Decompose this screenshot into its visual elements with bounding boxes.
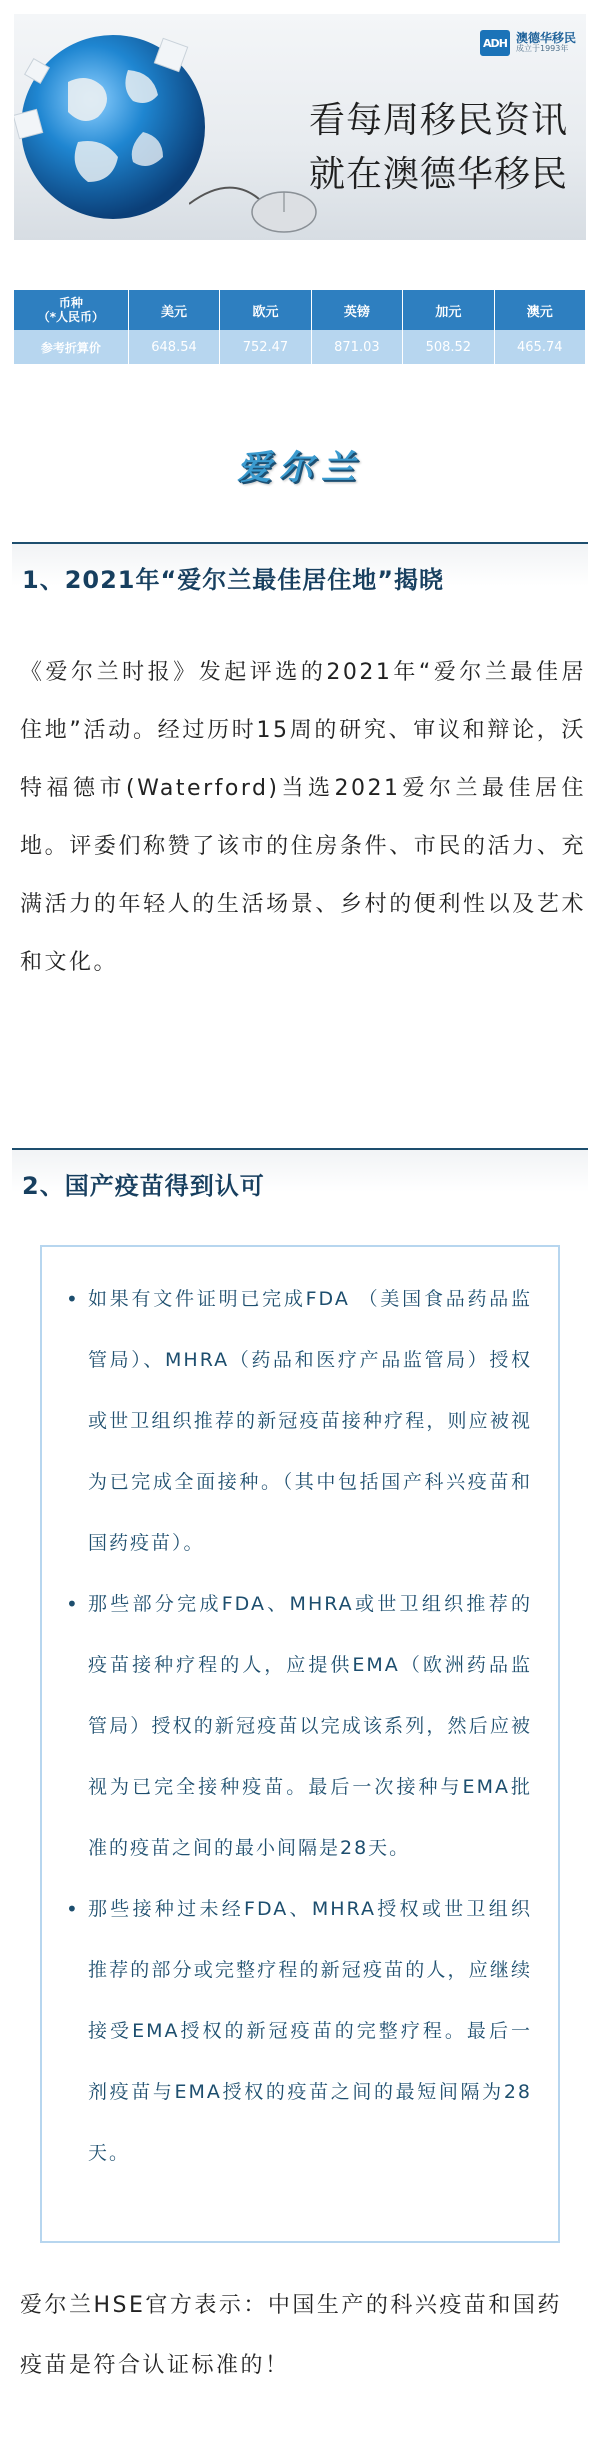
section-heading-text: 2、国产疫苗得到认可: [22, 1172, 265, 1200]
table-row: [14, 330, 586, 364]
currency-name-cell: 澳元: [494, 290, 585, 330]
logo-mark: ADH: [480, 30, 510, 56]
rate-value-cell: 752.47: [220, 330, 311, 364]
banner-slogan-line1: 看每周移民资讯: [308, 100, 568, 141]
list-item: • 那些部分完成FDA、MHRA或世卫组织推荐的疫苗接种疗程的人，应提供EMA（欧洲药品监管局）授权的新冠疫苗以完成该系列，然后应被视为已完全接种疫苗。最后一次接种与EMA批准的疫苗之间的最小间隔是28天。: [72, 1574, 532, 1879]
currency-header-cell: [14, 290, 128, 330]
company-logo: [480, 30, 576, 56]
section-1-paragraph: 《爱尔兰时报》发起评选的2021年“爱尔兰最佳居住地”活动。经过历时15周的研究、审议和辩论，沃特福德市(Waterford)当选2021爱尔兰最佳居住地。评委们称赞了该市的住房条件、市民的活力、充满活力的年轻人的生活场景、乡村的便利性以及艺术和文化。: [20, 660, 586, 975]
closing-statement: 爱尔兰HSE官方表示：中国生产的科兴疫苗和国药疫苗是符合认证标准的！: [20, 2293, 562, 2378]
globe-puzzle-icon: [14, 22, 218, 232]
country-title: 爱尔兰: [237, 448, 363, 488]
rate-value-cell: 508.52: [403, 330, 494, 364]
exchange-rate-table: [14, 290, 586, 364]
currency-name-cell: 美元: [128, 290, 219, 330]
currency-header-unit: （*人民币）: [37, 310, 105, 324]
currency-name-cell: 加元: [403, 290, 494, 330]
currency-name-cell: 欧元: [220, 290, 311, 330]
table-header-row: [14, 290, 586, 330]
currency-name-cell: 英镑: [311, 290, 402, 330]
vaccine-policy-list: [42, 1247, 558, 2184]
row-label-cell: 参考折算价: [14, 330, 128, 364]
rate-value-cell: 871.03: [311, 330, 402, 364]
rate-value-cell: 465.74: [494, 330, 585, 364]
section-heading-1: [12, 542, 588, 604]
header-banner: [14, 14, 586, 240]
list-item: • 那些接种过未经FDA、MHRA授权或世卫组织推荐的部分或完整疗程的新冠疫苗的人，应继续接受EMA授权的新冠疫苗的完整疗程。最后一剂疫苗与EMA授权的疫苗之间的最短间隔为28天。: [72, 1879, 532, 2184]
section-heading-text: 1、2021年“爱尔兰最佳居住地”揭晓: [22, 566, 445, 594]
vaccine-policy-box: [40, 1245, 560, 2243]
list-item: • 如果有文件证明已完成FDA （美国食品药品监管局）、MHRA（药品和医疗产品监管局）授权或世卫组织推荐的新冠疫苗接种疗程，则应被视为已完成全面接种。（其中包括国产科兴疫苗和国药疫苗）。: [72, 1269, 532, 1574]
rate-value-cell: 648.54: [128, 330, 219, 364]
currency-header-label: 币种: [58, 295, 83, 310]
banner-slogan-line2: 就在澳德华移民: [308, 154, 568, 195]
logo-name: 澳德华移民: [515, 31, 576, 45]
logo-subtitle: 成立于1993年: [515, 44, 569, 54]
section-heading-2: [12, 1148, 588, 1210]
